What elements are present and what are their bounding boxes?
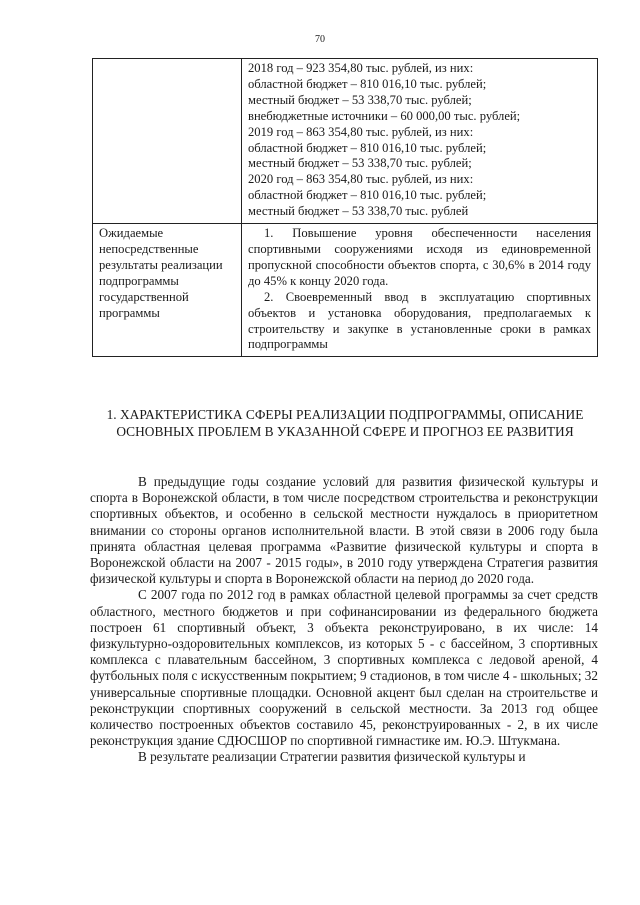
subprogram-passport-table xyxy=(92,58,598,357)
expected-result-2: 2. Своевременный ввод в эксплуатацию спортивных объектов и установка оборудования, предполагаемых к строительству и закупке в установленные сроки в рамках подпрограммы xyxy=(248,289,591,352)
body-paragraph: С 2007 года по 2012 год в рамках областной целевой программы за счет средств областного, местного бюджетов и при софинансировании из федерального бюджета построен 61 спортивный объект, 3 объекта реконструировано, в их числе: 14 физкультурно-оздоровительных комплексов, из которых 5 - с бассейном, 3 спортивных комплекса с плавательным бассейном, 3 спортивных комплекса с ледовой ареной, 4 футбольных поля с искусственным покрытием; 9 стадионов, в том числе 4 - школьных; 32 универсальные спортивные площадки. Основной акцент был сделан на строительстве и реконструкции спортивных сооружений в сельской местности. За 2013 год общее количество построенных объектов составило 45, реконструированных - 2, в их числе реконструкция здание СДЮСШОР по спортивной гимнастике им. Ю.Э. Штукмана. xyxy=(90,587,598,749)
funding-line: внебюджетные источники – 60 000,00 тыс. рублей; xyxy=(248,108,521,123)
funding-value-cell xyxy=(242,59,598,224)
funding-line: 2018 год – 923 354,80 тыс. рублей, из них: xyxy=(248,61,474,75)
funding-label-cell xyxy=(93,59,242,224)
results-row xyxy=(93,224,598,357)
funding-line: 2019 год – 863 354,80 тыс. рублей, из них: xyxy=(248,124,474,139)
results-value-cell xyxy=(242,224,598,357)
body-paragraph: В результате реализации Стратегии развития физической культуры и xyxy=(138,749,526,765)
funding-line: областной бюджет – 810 016,10 тыс. рублей; xyxy=(248,140,487,155)
body-paragraph: В предыдущие годы создание условий для развития физической культуры и спорта в Воронежской области, в том числе посредством строительства и реконструкции спортивных объектов, и особенно в сельской местности нуждалось в приоритетном внимании со стороны органов исполнительной власти. В этой связи в 2006 году была принята областная целевая программа «Развитие физической культуры и спорта в Воронежской области на 2007 - 2015 годы», в 2010 году утверждена Стратегия развития физической культуры и спорта в Воронежской области на период до 2020 года. xyxy=(90,474,598,587)
funding-line: местный бюджет – 53 338,70 тыс. рублей xyxy=(248,204,469,219)
funding-line: местный бюджет – 53 338,70 тыс. рублей; xyxy=(248,92,472,107)
funding-row xyxy=(93,59,598,224)
expected-result-1: 1. Повышение уровня обеспеченности населения спортивными сооружениями исходя из единовременной пропускной способности объектов спорта, с 30,6% в 2014 году до 45% к концу 2020 года. xyxy=(248,226,591,288)
section-heading: 1. ХАРАКТЕРИСТИКА СФЕРЫ РЕАЛИЗАЦИИ ПОДПРОГРАММЫ, ОПИСАНИЕ ОСНОВНЫХ ПРОБЛЕМ В УКАЗАННОЙ СФЕРЕ И ПРОГНОЗ ЕЕ РАЗВИТИЯ xyxy=(106,407,584,439)
section-body xyxy=(90,474,598,766)
funding-line: местный бюджет – 53 338,70 тыс. рублей; xyxy=(248,156,472,171)
page-number: 70 xyxy=(315,34,325,45)
funding-line: областной бюджет – 810 016,10 тыс. рублей; xyxy=(248,76,487,91)
results-label-cell: Ожидаемые непосредственные результаты реализации подпрограммы государственной программы xyxy=(93,224,242,357)
funding-line: 2020 год – 863 354,80 тыс. рублей, из них: xyxy=(248,172,474,187)
funding-line: областной бюджет – 810 016,10 тыс. рублей; xyxy=(248,188,487,203)
